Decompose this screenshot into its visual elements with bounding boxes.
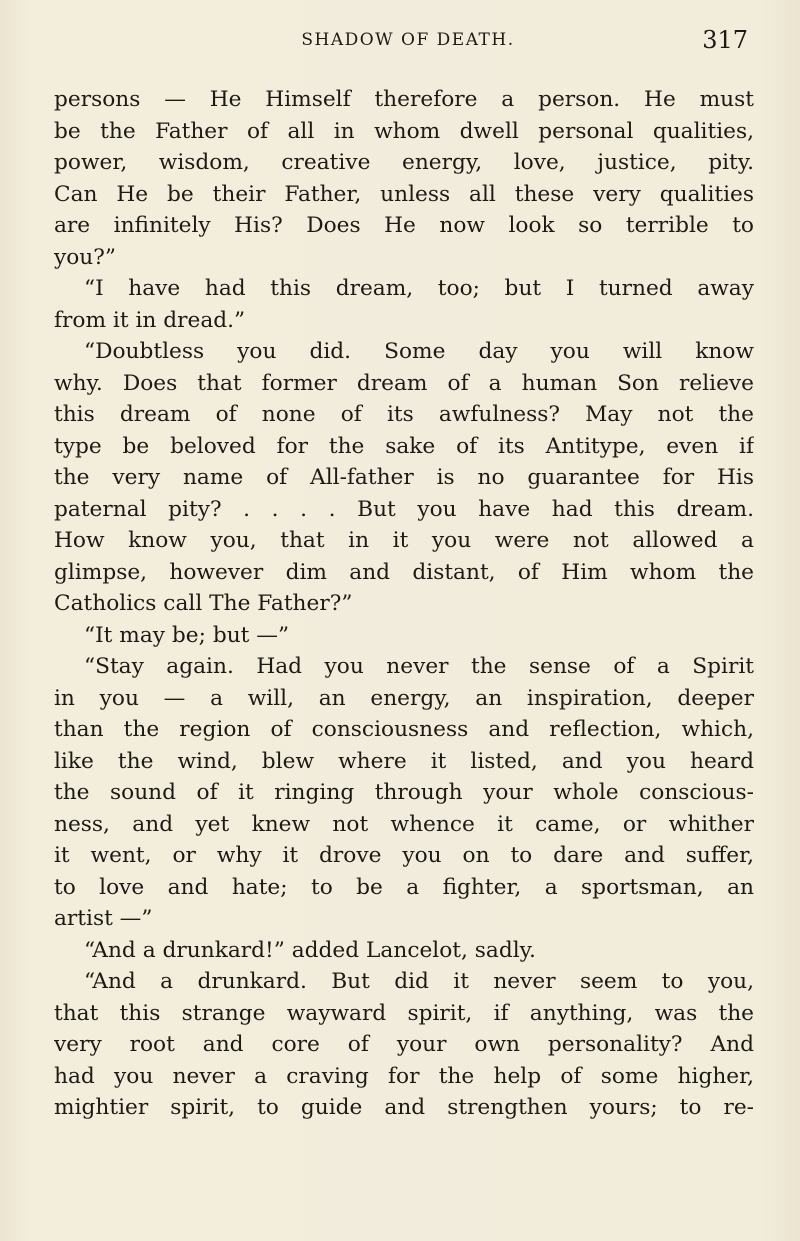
text-line: “And a drunkard!” added Lancelot, sadly. xyxy=(84,937,536,963)
text-line: Catholics call The Father?” xyxy=(54,591,353,616)
text-line: mightier spirit, to guide and strengthen yours; to re- xyxy=(54,1095,754,1120)
text-line: “I have had this dream, too; but I turned away xyxy=(84,276,754,301)
text-line: power, wisdom, creative energy, love, justice, pity. xyxy=(54,150,754,175)
text-line: than the region of consciousness and reflection, which, xyxy=(54,717,754,742)
text-line: to love and hate; to be a fighter, a sportsman, an xyxy=(54,874,754,900)
text-line: the sound of it ringing through your whole conscious- xyxy=(54,780,754,805)
text-line: paternal pity? . . . . But you have had this dream. xyxy=(54,496,754,522)
text-line: that this strange wayward spirit, if anything, was the xyxy=(54,1000,754,1026)
running-head: SHADOW OF DEATH. xyxy=(301,30,515,50)
body-text xyxy=(54,84,754,1124)
text-line: be the Father of all in whom dwell personal qualities, xyxy=(54,118,754,144)
text-line: it went, or why it drove you on to dare and suffer, xyxy=(54,843,754,868)
text-line: you?” xyxy=(54,244,116,270)
text-line: type be beloved for the sake of its Antitype, even if xyxy=(54,433,754,459)
text-line: are infinitely His? Does He now look so terrible to xyxy=(54,213,754,238)
text-line: glimpse, however dim and distant, of Him whom the xyxy=(54,559,754,585)
text-line: “Stay again. Had you never the sense of a Spirit xyxy=(84,654,754,679)
text-line: this dream of none of its awfulness? May not the xyxy=(54,402,754,427)
text-line: ness, and yet knew not whence it came, or whither xyxy=(54,811,754,837)
text-line: artist —” xyxy=(54,906,153,931)
text-line: from it in dread.” xyxy=(54,307,246,333)
text-line: very root and core of your own personality? And xyxy=(54,1032,754,1057)
text-line: How know you, that in it you were not allowed a xyxy=(54,528,754,553)
text-line: like the wind, blew where it listed, and you heard xyxy=(54,748,754,774)
text-line: in you — a will, an energy, an inspiration, deeper xyxy=(54,685,754,711)
text-line: “And a drunkard. But did it never seem to you, xyxy=(84,969,754,994)
page-number: 317 xyxy=(702,26,748,54)
text-line: “It may be; but —” xyxy=(84,622,290,648)
text-line: why. Does that former dream of a human Son relieve xyxy=(54,370,754,396)
text-line: persons — He Himself therefore a person. He must xyxy=(54,87,754,112)
text-line: had you never a craving for the help of some higher, xyxy=(54,1063,754,1089)
text-line: Can He be their Father, unless all these very qualities xyxy=(54,181,754,207)
text-line: “Doubtless you did. Some day you will know xyxy=(84,339,754,364)
text-line: the very name of All-father is no guarantee for His xyxy=(54,465,754,490)
